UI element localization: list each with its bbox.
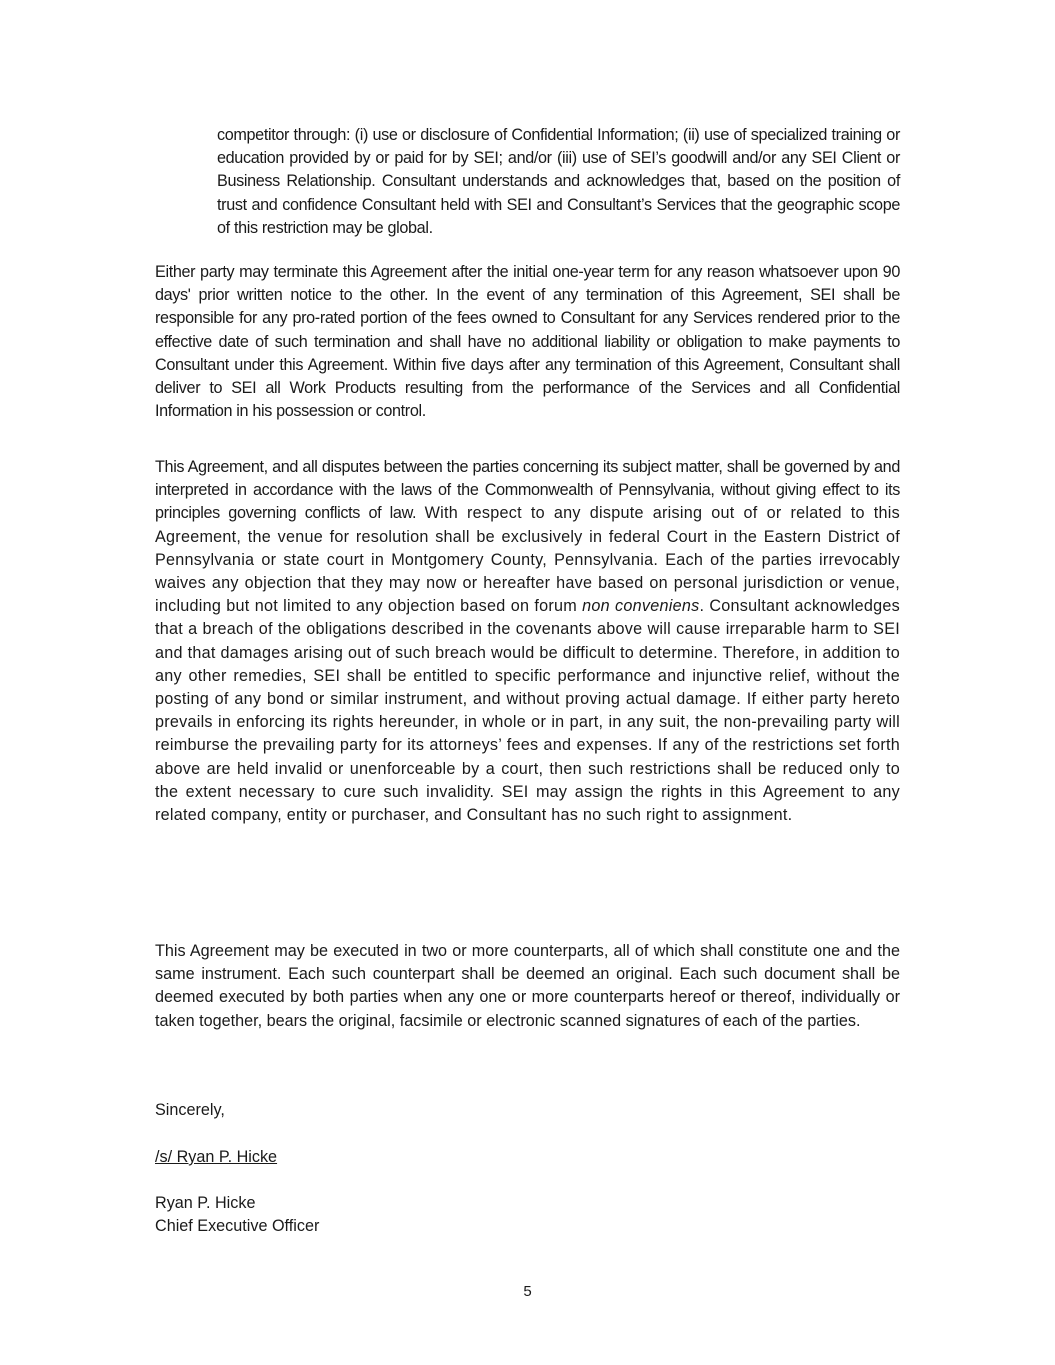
governing-law-italic: non conveniens (582, 597, 700, 616)
governing-law-text-c: . Consultant acknowledges that a breach of the obligations described in the covenants above will cause irreparable harm to SEI and that damages arising out of such breach would be difficult to determine. Therefore, in addition to any other remedies, SEI shall be entitled to specific performance and injunctive relief, without the posting of any bond or similar instrument, and without proving actual damage. If either party hereto prevails in enforcing its rights hereunder, in whole or in part, in any suit, the non-prevailing party will reimburse the prevailing party for its attorneys’ fees and expenses. If any of the restrictions set forth above are held invalid or unenforceable by a court, then such restrictions shall be reduced only to the extent necessary to cure such invalidity. SEI may assign the rights in this Agreement to any related company, entity or purchaser, and Consultant has no such right to assignment. (155, 597, 900, 825)
governing-law-text-b: With respect to any dispute arising out of or related to this Agreement, the venue for resolution shall be exclusively in federal Court in the Eastern District of Pennsylvania or state court in Montgomery County, Pennsylvania. Each of the parties irrevocably waives any objection that they may now or hereafter have based on personal jurisdiction or venue, including but not limited to any objection based on forum (155, 504, 900, 616)
page-number: 5 (523, 1283, 532, 1300)
governing-law-text-a: This Agreement, and all disputes between the parties concerning its subject matter, shall be governed by and interpreted in accordance with the laws of the Commonwealth of Pennsylvania, without giving effect to its principles governing conflicts of law. (155, 458, 900, 523)
paragraph-termination: Either party may terminate this Agreement after the initial one-year term for any reason whatsoever upon 90 days' prior written notice to the other. In the event of any termination of this Agreement, SEI shall be responsible for any pro-rated portion of the fees owned to Consultant for any Services rendered prior to the effective date of such termination and shall have no additional liability or obligation to make payments to Consultant under this Agreement. Within five days after any termination of this Agreement, Consultant shall deliver to SEI all Work Products resulting from the performance of the Services and all Confidential Information in his possession or control. (155, 263, 900, 421)
closing: Sincerely, (155, 1101, 225, 1119)
signature: /s/ Ryan P. Hicke (155, 1148, 278, 1166)
signer-title: Chief Executive Officer (155, 1217, 320, 1235)
paragraph-governing-law (155, 456, 900, 827)
signer-name: Ryan P. Hicke (155, 1194, 256, 1212)
paragraph-continuation: competitor through: (i) use or disclosure of Confidential Information; (ii) use of specialized training or education provided by or paid for by SEI; and/or (iii) use of SEI’s goodwill and/or any SEI Client or Business Relationship. Consultant understands and acknowledges that, based on the position of trust and confidence Consultant held with SEI and Consultant’s Services that the geographic scope of this restriction may be global. (217, 126, 900, 237)
paragraph-counterparts: This Agreement may be executed in two or more counterparts, all of which shall constitute one and the same instrument. Each such counterpart shall be deemed an original. Each such document shall be deemed executed by both parties when any one or more counterparts hereof or thereof, individually or taken together, bears the original, facsimile or electronic scanned signatures of each of the parties. (155, 942, 900, 1030)
